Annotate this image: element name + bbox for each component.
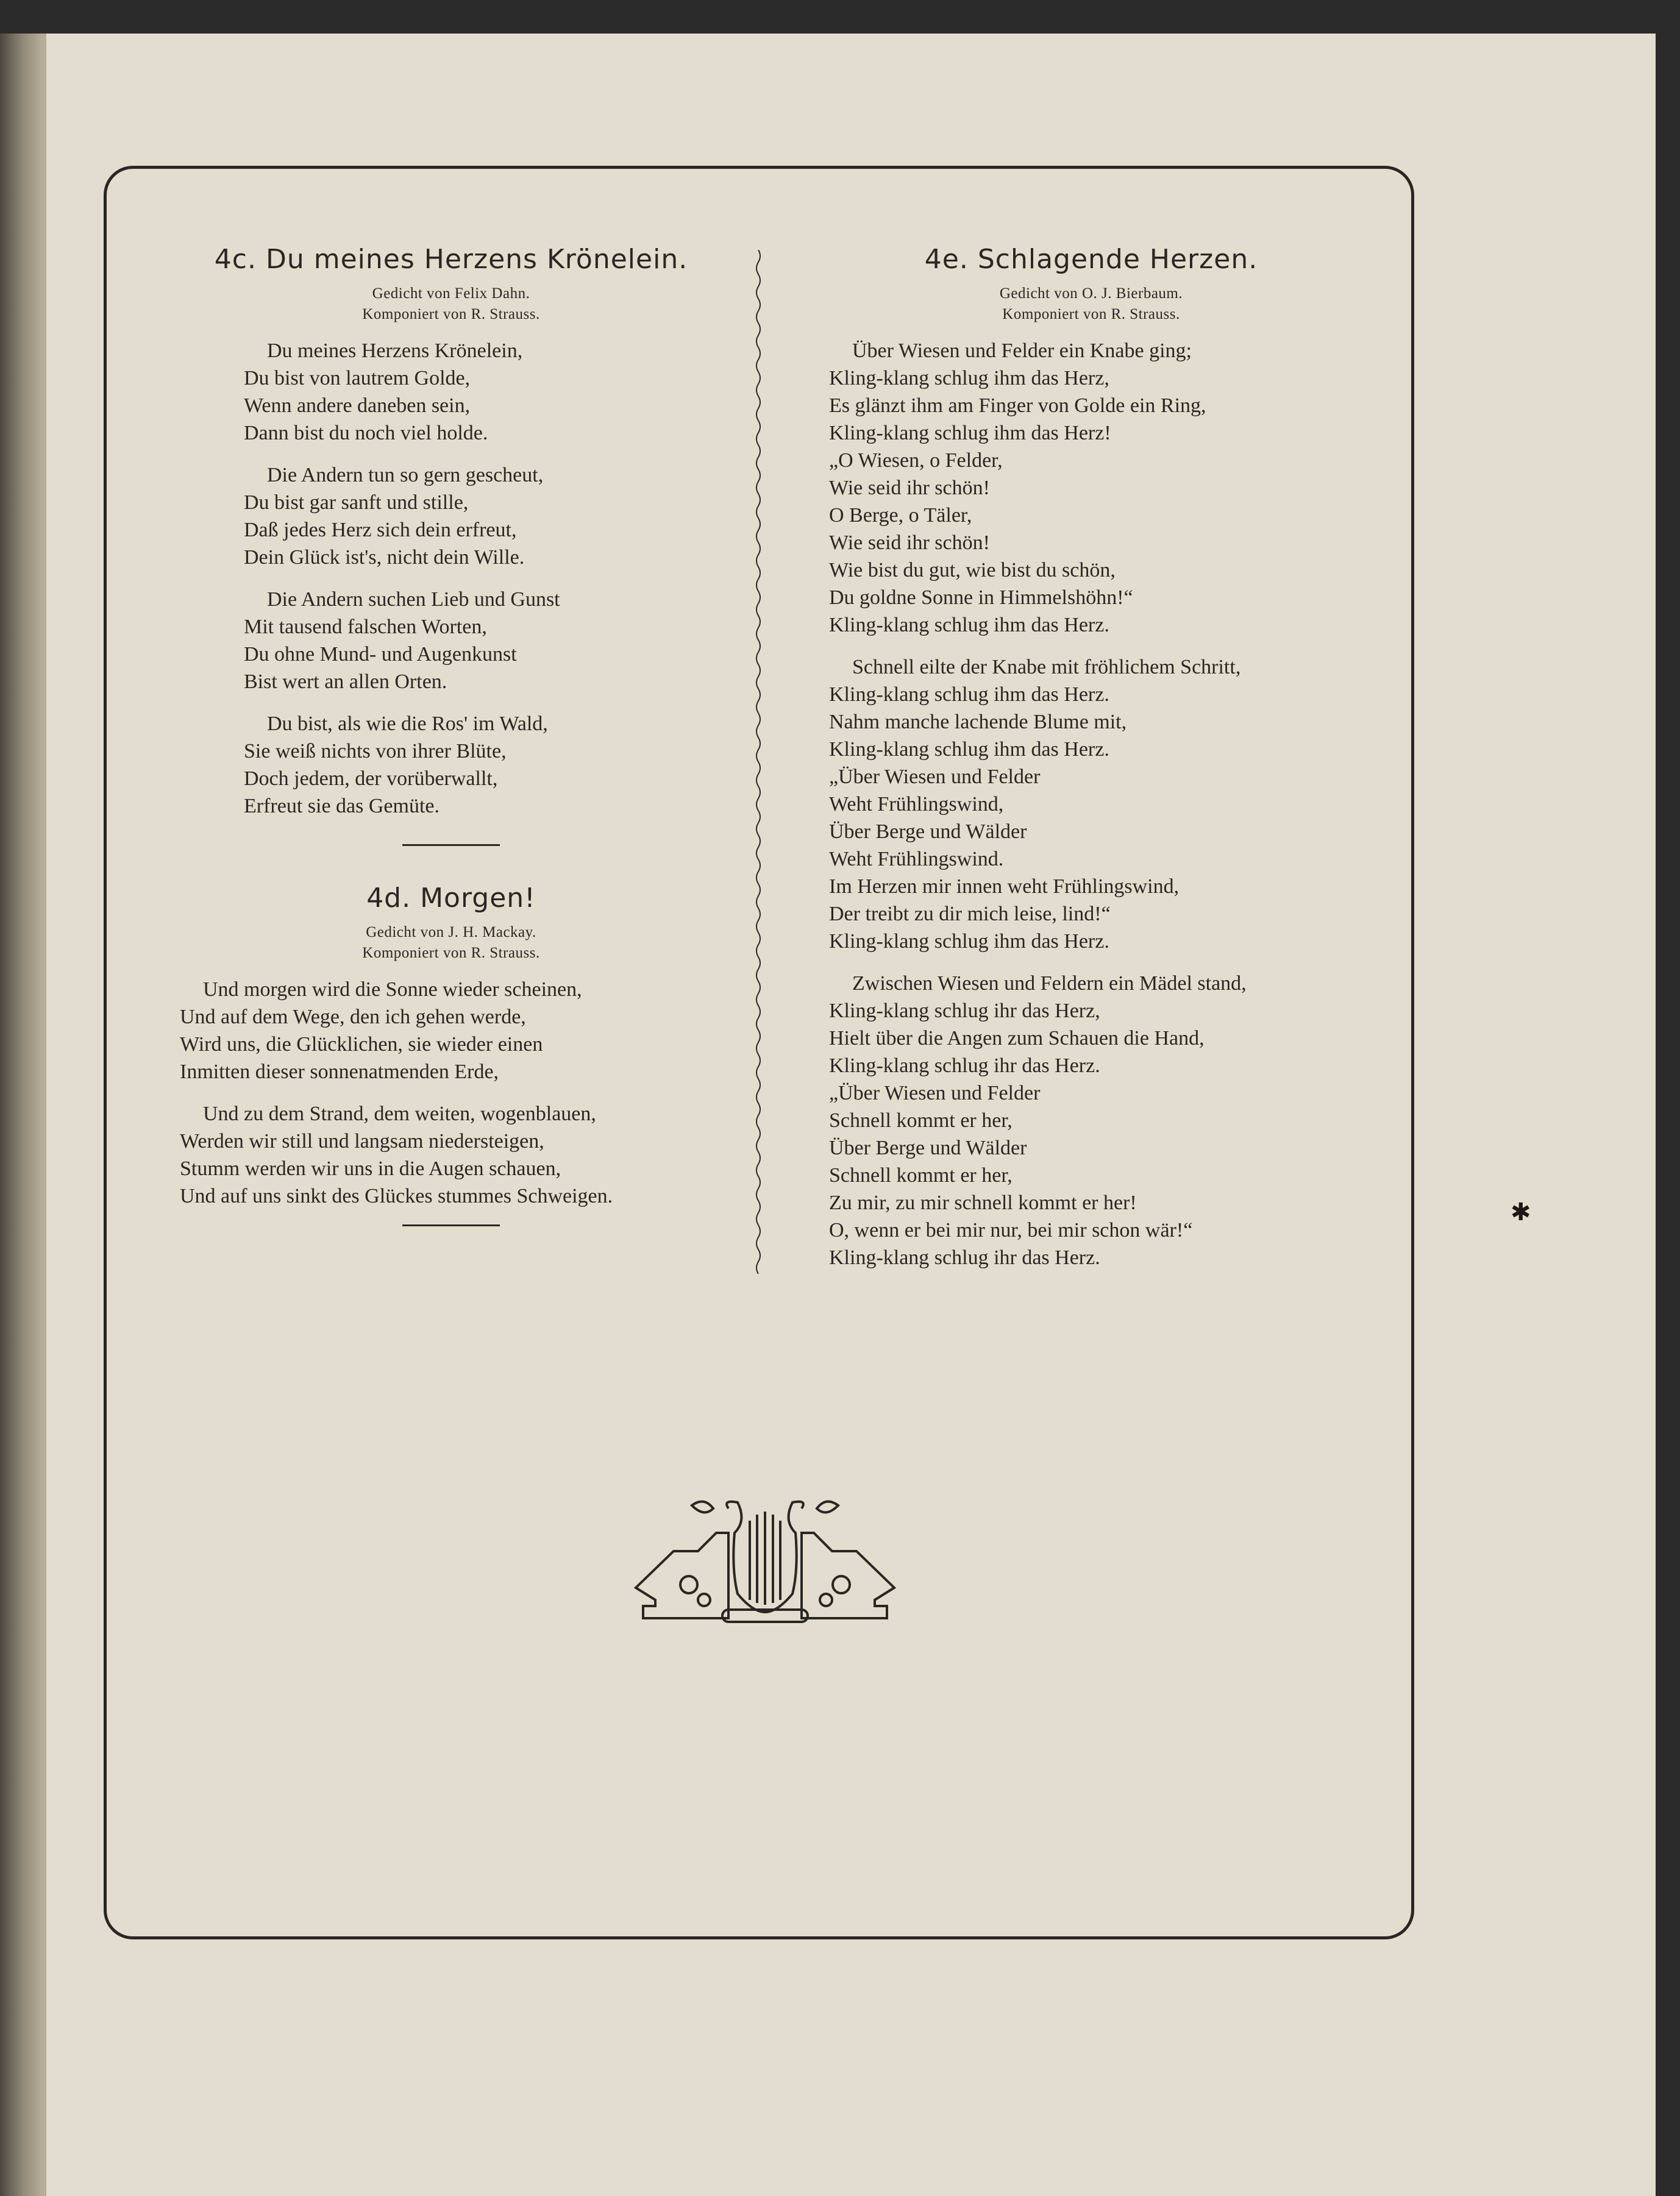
verse-line: Mit tausend falschen Worten,	[244, 616, 487, 638]
verse-line: Und auf dem Wege, den ich gehen werde,	[180, 1006, 526, 1028]
verse-line: Zwischen Wiesen und Feldern ein Mädel stand,	[852, 972, 1247, 995]
verse-line: Daß jedes Herz sich dein erfreut,	[244, 519, 517, 541]
right-column	[817, 244, 1365, 1286]
verse-line: Kling-klang schlug ihm das Herz.	[829, 683, 1109, 706]
verse-line: Weht Frühlingswind.	[829, 848, 1004, 870]
verse-line: Erfreut sie das Gemüte.	[244, 795, 440, 817]
ink-speck: ✱	[1511, 1198, 1531, 1226]
stanza	[180, 1100, 731, 1210]
verse-line: O, wenn er bei mir nur, bei mir schon wär!“	[829, 1219, 1193, 1242]
verse-line: Kling-klang schlug ihm das Herz.	[829, 930, 1109, 953]
verse-line: Zu mir, zu mir schnell kommt er her!	[829, 1192, 1137, 1214]
poem-title: 4d. Morgen!	[366, 883, 536, 914]
verse-line: Du ohne Mund- und Augenkunst	[244, 643, 517, 666]
poem-author-credit: Gedicht von O. J. Bierbaum.	[999, 285, 1183, 302]
verse-line: Es glänzt ihm am Finger von Golde ein Ring,	[829, 394, 1206, 417]
verse-line: Wie seid ihr schön!	[829, 477, 990, 499]
verse-line: Weht Frühlingswind,	[829, 793, 1004, 816]
stanza	[829, 653, 1365, 955]
poem-author-credit: Gedicht von Felix Dahn.	[372, 285, 530, 302]
verse-line: Werden wir still und langsam niedersteigen,	[180, 1130, 544, 1153]
verse-line: Über Wiesen und Felder ein Knabe ging;	[852, 339, 1192, 362]
column-divider	[754, 250, 763, 1274]
left-column	[171, 244, 731, 1263]
section-rule	[402, 1224, 500, 1226]
verse-line: Dann bist du noch viel holde.	[244, 422, 488, 444]
verse-line: Kling-klang schlug ihr das Herz.	[829, 1054, 1100, 1077]
verse-line: Kling-klang schlug ihm das Herz!	[829, 422, 1111, 444]
verse-line: Und auf uns sinkt des Glückes stummes Schweigen.	[180, 1185, 613, 1207]
verse-line: Über Berge und Wälder	[829, 1137, 1027, 1159]
section-rule	[402, 844, 500, 846]
verse-line: „O Wiesen, o Felder,	[829, 449, 1003, 472]
poem-stanzas	[171, 976, 731, 1210]
verse-line: Du bist, als wie die Ros' im Wald,	[267, 712, 548, 735]
poem-4e	[817, 244, 1365, 1271]
verse-line: Du bist von lautrem Golde,	[244, 367, 471, 389]
stanza	[829, 337, 1365, 639]
verse-line: Und morgen wird die Sonne wieder scheinen,	[203, 978, 582, 1001]
verse-line: Kling-klang schlug ihm das Herz.	[829, 738, 1109, 761]
poem-title: 4e. Schlagende Herzen.	[924, 244, 1258, 275]
verse-line: Stumm werden wir uns in die Augen schauen,	[180, 1157, 561, 1180]
verse-line: Der treibt zu dir mich leise, lind!“	[829, 903, 1111, 925]
stanza	[244, 337, 731, 447]
verse-line: Schnell kommt er her,	[829, 1109, 1013, 1132]
poem-author-credit: Gedicht von J. H. Mackay.	[366, 924, 536, 940]
verse-line: „Über Wiesen und Felder	[829, 766, 1041, 788]
verse-line: Die Andern tun so gern gescheut,	[267, 464, 544, 486]
poem-title: 4c. Du meines Herzens Krönelein.	[214, 244, 688, 275]
poem-composer-credit: Komponiert von R. Strauss.	[1002, 306, 1180, 322]
verse-line: Bist wert an allen Orten.	[244, 670, 447, 693]
verse-line: Im Herzen mir innen weht Frühlingswind,	[829, 875, 1180, 898]
stanza	[244, 710, 731, 820]
poem-4d	[171, 883, 731, 1210]
verse-line: Sie weiß nichts von ihrer Blüte,	[244, 740, 507, 762]
verse-line: Dein Glück ist's, nicht dein Wille.	[244, 546, 525, 569]
verse-line: Hielt über die Angen zum Schauen die Hand,	[829, 1027, 1205, 1050]
lyre-ornament-icon	[631, 1496, 899, 1636]
poem-stanzas	[817, 337, 1365, 1271]
stanza	[829, 970, 1365, 1271]
stanza	[244, 461, 731, 571]
verse-line: Kling-klang schlug ihr das Herz,	[829, 1000, 1100, 1022]
stanza	[244, 586, 731, 695]
poem-composer-credit: Komponiert von R. Strauss.	[362, 306, 540, 322]
verse-line: Du meines Herzens Krönelein,	[267, 339, 523, 362]
verse-line: Über Berge und Wälder	[829, 820, 1027, 843]
verse-line: Kling-klang schlug ihm das Herz.	[829, 614, 1109, 636]
verse-line: Du bist gar sanft und stille,	[244, 491, 469, 514]
verse-line: Wie seid ihr schön!	[829, 531, 990, 554]
verse-line: Wie bist du gut, wie bist du schön,	[829, 559, 1116, 581]
poem-stanzas	[171, 337, 731, 820]
verse-line: Inmitten dieser sonnenatmenden Erde,	[180, 1061, 499, 1083]
verse-line: O Berge, o Täler,	[829, 504, 972, 527]
verse-line: Schnell kommt er her,	[829, 1164, 1013, 1187]
verse-line: Wenn andere daneben sein,	[244, 394, 471, 417]
poem-4c	[171, 244, 731, 820]
verse-line: Die Andern suchen Lieb und Gunst	[267, 588, 560, 611]
verse-line: Kling-klang schlug ihm das Herz,	[829, 367, 1109, 389]
verse-line: Nahm manche lachende Blume mit,	[829, 711, 1127, 733]
poem-composer-credit: Komponiert von R. Strauss.	[362, 945, 540, 961]
verse-line: Du goldne Sonne in Himmelshöhn!“	[829, 586, 1133, 609]
verse-line: Kling-klang schlug ihr das Herz.	[829, 1246, 1100, 1269]
verse-line: Wird uns, die Glücklichen, sie wieder einen	[180, 1033, 543, 1056]
verse-line: Und zu dem Strand, dem weiten, wogenblauen,	[203, 1103, 596, 1125]
verse-line: „Über Wiesen und Felder	[829, 1082, 1041, 1104]
verse-line: Doch jedem, der vorüberwallt,	[244, 767, 498, 790]
verse-line: Schnell eilte der Knabe mit fröhlichem Schritt,	[852, 656, 1241, 678]
stanza	[180, 976, 731, 1086]
